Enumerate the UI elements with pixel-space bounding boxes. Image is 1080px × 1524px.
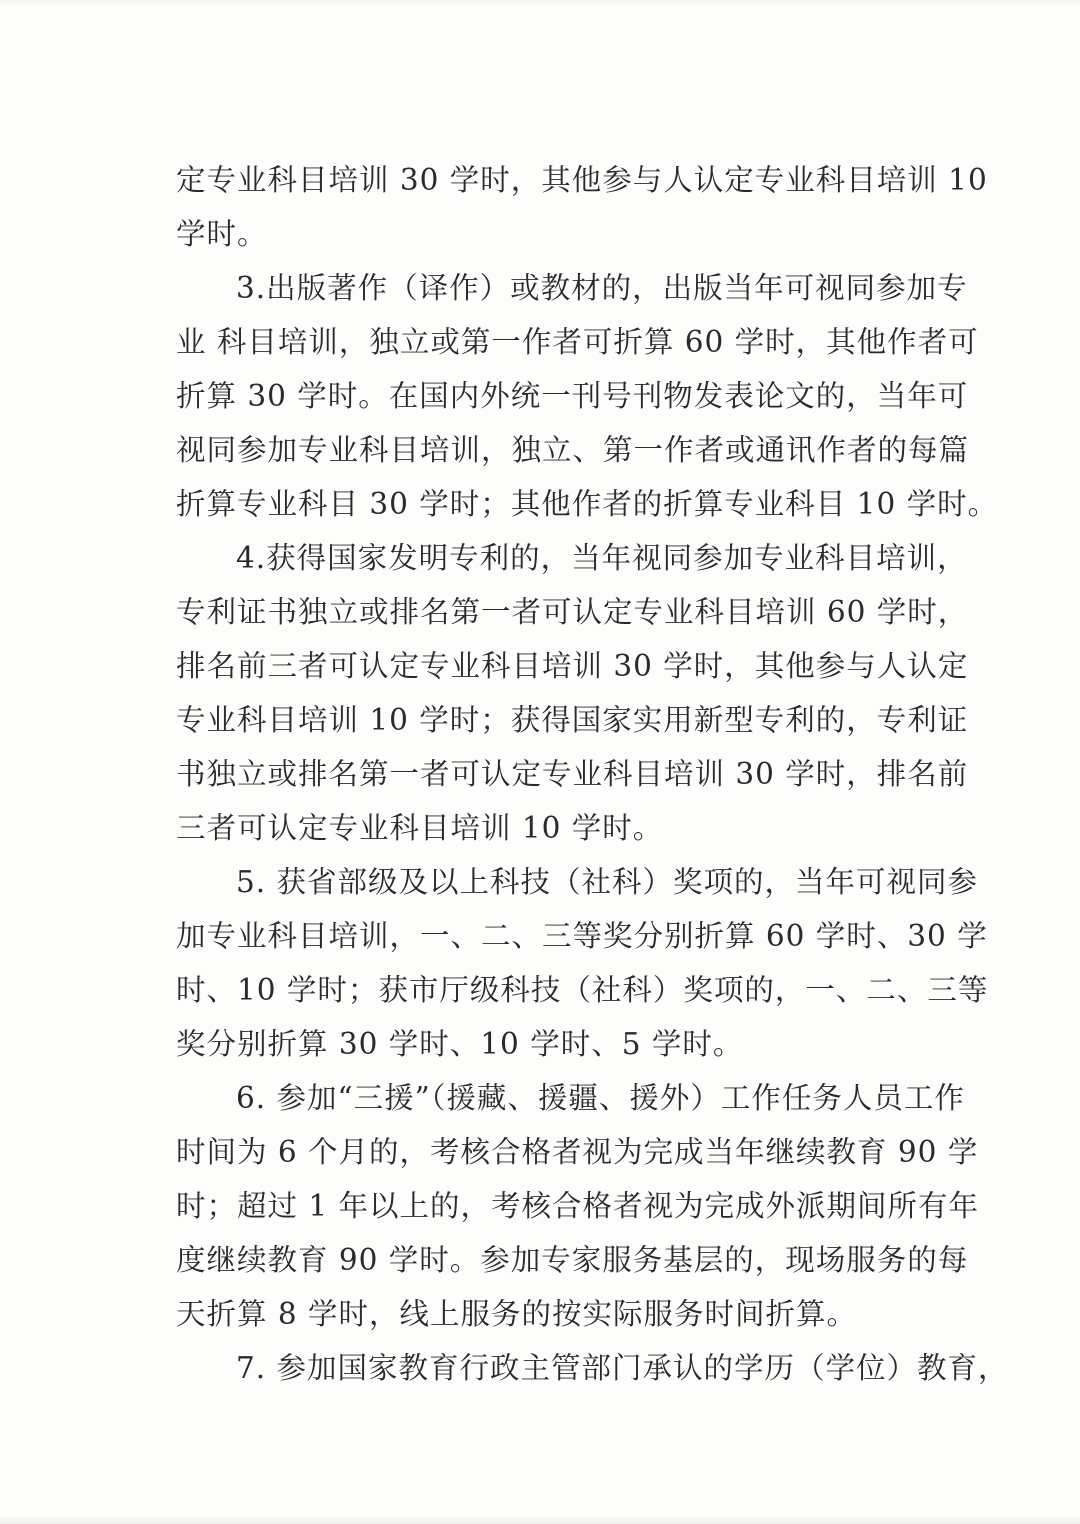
- text-line: 天折算 8 学时，线上服务的按实际服务时间折算。: [176, 1297, 858, 1331]
- scan-edge-top: [0, 0, 1080, 6]
- text-line: 专利证书独立或排名第一者可认定专业科目培训 60 学时，: [176, 595, 969, 629]
- text-line: 排名前三者可认定专业科目培训 30 学时，其他参与人认定: [176, 649, 969, 683]
- text-line: 定专业科目培训 30 学时，其他参与人认定专业科目培训 10: [176, 163, 988, 197]
- text-line: 时；超过 1 年以上的，考核合格者视为完成外派期间所有年: [176, 1189, 980, 1223]
- paragraph-7-start: 7. 参加国家教育行政主管部门承认的学历（学位）教育，: [236, 1351, 1009, 1385]
- text-line: 学时。: [176, 217, 268, 251]
- document-body: [176, 153, 1009, 1395]
- text-line: 三者可认定专业科目培训 10 学时。: [176, 811, 664, 845]
- paragraph-3-start: 3.出版著作（译作）或教材的，出版当年可视同参加专: [236, 271, 968, 305]
- paragraph-5-start: 5. 获省部级及以上科技（社科）奖项的，当年可视同参: [236, 865, 979, 899]
- text-line: 时、10 学时；获市厅级科技（社科）奖项的，一、二、三等: [176, 973, 989, 1007]
- text-line: 折算 30 学时。在国内外统一刊号刊物发表论文的，当年可: [176, 379, 969, 413]
- text-line: 视同参加专业科目培训，独立、第一作者或通讯作者的每篇: [176, 433, 970, 467]
- text-line: 书独立或排名第一者可认定专业科目培训 30 学时，排名前: [176, 757, 969, 791]
- text-line: 折算专业科目 30 学时；其他作者的折算专业科目 10 学时。: [176, 487, 999, 521]
- text-line: 业 科目培训，独立或第一作者可折算 60 学时，其他作者可: [176, 325, 979, 359]
- paragraph-6-start: 6. 参加“三援”（援藏、援疆、援外）工作任务人员工作: [236, 1081, 965, 1115]
- text-line: 奖分别折算 30 学时、10 学时、5 学时。: [176, 1027, 744, 1061]
- text-line: 度继续教育 90 学时。参加专家服务基层的，现场服务的每: [176, 1243, 969, 1277]
- paragraph-4-start: 4.获得国家发明专利的，当年视同参加专业科目培训，: [236, 541, 968, 575]
- text-line: 加专业科目培训，一、二、三等奖分别折算 60 学时、30 学: [176, 919, 988, 953]
- text-line: 专业科目培训 10 学时；获得国家实用新型专利的，专利证: [176, 703, 969, 737]
- text-line: 时间为 6 个月的，考核合格者视为完成当年继续教育 90 学: [176, 1135, 979, 1169]
- scan-edge-bottom: [0, 1516, 1080, 1524]
